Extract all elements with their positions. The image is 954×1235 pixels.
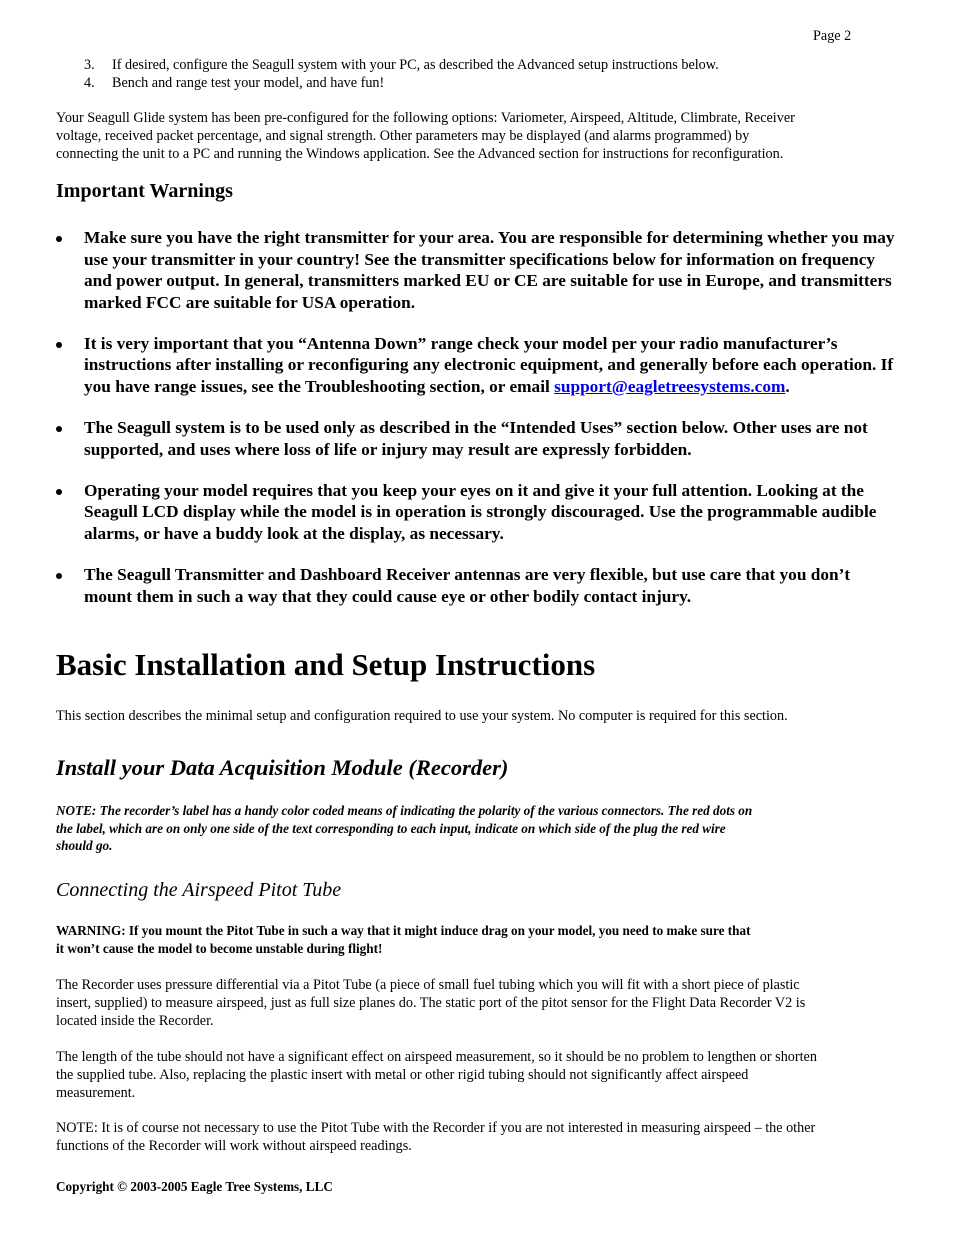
basic-installation-heading: Basic Installation and Setup Instructions xyxy=(56,647,596,682)
warning-text: The Seagull system is to be used only as described in the “Intended Uses” section below. Other uses are not supported, and uses where loss of life or injury may result are expressly forbidden. xyxy=(84,418,868,459)
bullet-icon xyxy=(56,489,62,495)
step-item xyxy=(56,56,916,74)
warning-text: Operating your model requires that you keep your eyes on it and give it your full attention. Looking at the Seagull LCD display while the model is in operation is strongly discouraged. Use the programmable audible alarms, or have a buddy look at the display, as necessary. xyxy=(84,480,877,544)
step-text: If desired, configure the Seagull system with your PC, as described the Advanced setup instructions below. xyxy=(112,57,719,73)
paragraph-line: The length of the tube should not have a significant effect on airspeed measurement, so it should be no problem to lengthen or shorten xyxy=(56,1049,817,1065)
step-text: Bench and range test your model, and have fun! xyxy=(112,75,385,91)
warnings-heading: Important Warnings xyxy=(56,180,233,202)
bullet-icon xyxy=(56,573,62,579)
support-email-link[interactable]: support@eagletreesystems.com xyxy=(554,377,786,397)
warning-item xyxy=(56,417,896,460)
pitot-warning xyxy=(56,922,901,958)
warning-item xyxy=(56,333,896,398)
warning-item xyxy=(56,480,896,545)
step-number: 3. xyxy=(84,57,95,73)
setup-steps-list xyxy=(56,56,916,92)
pitot-paragraph-2 xyxy=(56,1048,901,1102)
note-line: the label, which are on only one side of the text corresponding to each input, indicate on which side of the plug the red wire xyxy=(56,820,726,836)
install-recorder-heading: Install your Data Acquisition Module (Recorder) xyxy=(56,755,509,780)
step-number: 4. xyxy=(84,75,95,91)
warning-text-end: . xyxy=(785,377,790,397)
warning-text: It is very important that you “Antenna Down” range check your model per your radio manufacturer’s instructions after installing or reconfiguring any electronic equipment, and generally before each operation. If you have range issues, see the Troubleshooting section, or email xyxy=(84,333,894,397)
install-note xyxy=(56,802,901,855)
pitot-warning-line: WARNING: If you mount the Pitot Tube in such a way that it might induce drag on your model, you need to make sure that xyxy=(56,923,751,938)
warning-text: Make sure you have the right transmitter for your area. You are responsible for determining whether you may use your transmitter in your country! See the transmitter specifications below for information on frequency and power output. In general, transmitters marked EU or CE are suitable for use in Europe, and transmitters marked FCC are suitable for USA operation. xyxy=(84,228,895,312)
pitot-tube-heading: Connecting the Airspeed Pitot Tube xyxy=(56,879,342,901)
paragraph-line: located inside the Recorder. xyxy=(56,1013,214,1029)
paragraph-line: functions of the Recorder will work without airspeed readings. xyxy=(56,1138,412,1154)
note-line: should go. xyxy=(56,838,113,853)
bullet-icon xyxy=(56,426,62,432)
warnings-list xyxy=(56,227,896,627)
basic-intro-text: This section describes the minimal setup and configuration required to use your system. No computer is required for this section. xyxy=(56,708,788,724)
intro-line: connecting the unit to a PC and running the Windows application. See the Advanced section for instructions for reconfiguration. xyxy=(56,146,784,162)
pitot-warning-line: it won’t cause the model to become unstable during flight! xyxy=(56,941,383,956)
step-item xyxy=(56,74,916,92)
paragraph-line: the supplied tube. Also, replacing the plastic insert with metal or other rigid tubing should not significantly affect airspeed xyxy=(56,1067,749,1083)
intro-line: voltage, received packet percentage, and signal strength. Other parameters may be displayed (and alarms programmed) by xyxy=(56,128,750,144)
warning-item xyxy=(56,564,896,607)
pitot-paragraph-3 xyxy=(56,1119,901,1155)
note-line: NOTE: The recorder’s label has a handy color coded means of indicating the polarity of the various connectors. The red dots on xyxy=(56,803,753,818)
page-number: Page 2 xyxy=(813,28,852,44)
intro-paragraph xyxy=(56,109,901,163)
copyright-footer: Copyright © 2003-2005 Eagle Tree Systems, LLC xyxy=(56,1179,333,1194)
bullet-icon xyxy=(56,342,62,348)
paragraph-line: The Recorder uses pressure differential via a Pitot Tube (a piece of small fuel tubing which you will fit with a short piece of plastic xyxy=(56,977,800,993)
pitot-paragraph-1 xyxy=(56,976,901,1030)
intro-line: Your Seagull Glide system has been pre-configured for the following options: Variometer, Airspeed, Altitude, Climbrate, Receiver xyxy=(56,110,795,126)
paragraph-line: NOTE: It is of course not necessary to use the Pitot Tube with the Recorder if you are not interested in measuring airspeed – the other xyxy=(56,1120,816,1136)
warning-item xyxy=(56,227,896,313)
bullet-icon xyxy=(56,236,62,242)
paragraph-line: measurement. xyxy=(56,1085,136,1101)
paragraph-line: insert, supplied) to measure airspeed, just as full size planes do. The static port of the pitot sensor for the Flight Data Recorder V2 is xyxy=(56,995,806,1011)
warning-text: The Seagull Transmitter and Dashboard Receiver antennas are very flexible, but use care that you don’t mount them in such a way that they could cause eye or other bodily contact injury. xyxy=(84,565,851,606)
